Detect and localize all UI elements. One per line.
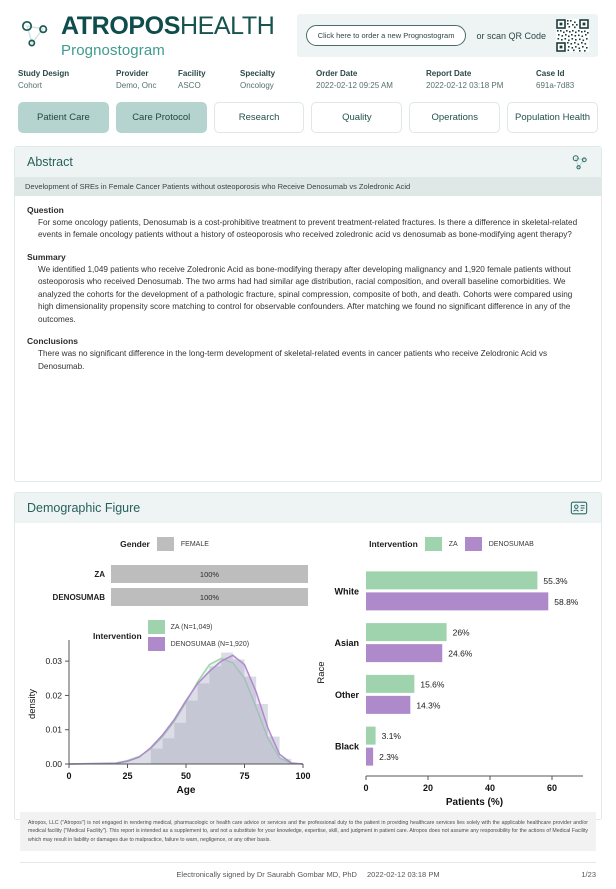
meta-label: Case Id <box>536 69 565 78</box>
meta-value: 691a-7d83 <box>536 81 575 90</box>
brand-subtitle: Prognostogram <box>61 42 165 59</box>
atropos-logo-icon <box>570 153 589 172</box>
demographic-figure-body <box>15 523 601 819</box>
demographic-figure-card <box>14 492 602 820</box>
legend-label-female: FEMALE <box>180 540 209 548</box>
order-new-prognostogram-button[interactable]: Click here to order a new Prognostogram <box>306 25 467 46</box>
demographic-figure-title: Demographic Figure <box>27 501 141 516</box>
meta-label: Order Date <box>316 69 358 78</box>
svg-text:14.3%: 14.3% <box>416 700 441 711</box>
gender-row-za <box>43 565 308 583</box>
meta-value: Oncology <box>240 81 274 90</box>
section-heading: Question <box>27 205 64 215</box>
gender-category-label: ZA <box>94 569 105 579</box>
abstract-card <box>14 146 602 482</box>
meta-label: Provider <box>116 69 149 78</box>
meta-label: Study Design <box>18 69 70 78</box>
svg-text:25: 25 <box>122 771 133 782</box>
section-text: For some oncology patients, Denosumab is a cost-prohibitive treatment to prevent treatment-related fractures. Is there a difference in skeletal-related events in female oncology patients without a history of osteoporosis who received zoledronic acid vs denosumab as bone-modifying agent therapy? <box>38 218 578 240</box>
svg-text:75: 75 <box>239 771 250 782</box>
meta-value: Demo, Onc <box>116 81 157 90</box>
legend-swatch-za <box>425 537 442 551</box>
page-number: 1/23 <box>581 870 596 879</box>
legend-label-za: ZA (N=1,049) <box>170 623 213 631</box>
qr-code-icon[interactable] <box>556 19 589 52</box>
svg-text:Asian: Asian <box>334 638 359 649</box>
meta-value: 2022-02-12 09:25 AM <box>316 81 393 90</box>
id-card-icon <box>570 499 589 518</box>
meta-study-design <box>18 69 116 90</box>
gender-legend-title: Gender <box>120 539 150 550</box>
svg-text:55.3%: 55.3% <box>543 576 568 587</box>
gender-legend <box>21 533 308 555</box>
density-plot-svg <box>21 632 311 797</box>
legal-disclaimer: Atropos, LLC ("Atropos") is not engaged in rendering medical, pharmacologic or health care advice or services and the professional duty to the patient in providing healthcare services lies solely with the applicable healthcare provider and/or medical facility ("Medical Facility"). This report is intended as a supplement to, and not a substitute for your knowledge, expertise, skill, and judgment in patient care. Atropos does not assume any responsibility for the actions of Medical Facility which may result in liability or damages due to malpractice, failure to warn, negligence, or any other basis. <box>20 812 596 851</box>
gender-category-label: DENOSUMAB <box>52 592 105 602</box>
legend-swatch-denosumab <box>465 537 482 551</box>
abstract-section-summary <box>27 252 589 326</box>
svg-text:0: 0 <box>363 783 369 794</box>
legend-label-denosumab: DENOSUMAB <box>488 540 534 548</box>
svg-text:Race: Race <box>316 661 327 684</box>
brand-name-bold: ATROPOS <box>61 12 180 40</box>
gender-bar-chart <box>21 565 308 606</box>
tab-patient-care[interactable]: Patient Care <box>18 102 109 133</box>
legend-swatch-za <box>148 620 165 634</box>
density-legend-entry-denosumab <box>148 637 249 651</box>
section-heading: Conclusions <box>27 336 79 347</box>
page-footer <box>20 862 596 879</box>
svg-text:20: 20 <box>422 783 434 794</box>
race-bar-chart-svg <box>308 561 602 811</box>
abstract-header <box>15 147 601 177</box>
legend-label-za: ZA <box>448 540 458 548</box>
density-legend-entry-za <box>148 620 249 634</box>
svg-text:24.6%: 24.6% <box>448 648 473 659</box>
brand-name-light: HEALTH <box>179 12 275 40</box>
meta-value: ASCO <box>178 81 201 90</box>
tab-operations[interactable]: Operations <box>409 102 500 133</box>
svg-text:Age: Age <box>176 785 196 797</box>
abstract-body <box>15 196 601 481</box>
svg-text:White: White <box>334 586 359 597</box>
section-text: There was no significant difference in the long-term development of skeletal-related events in cancer patients who receive Zelodronic Acid vs Denosumab. <box>38 349 548 371</box>
legend-swatch-female <box>157 537 174 551</box>
svg-text:3.1%: 3.1% <box>381 731 401 742</box>
left-figure-column <box>21 533 311 811</box>
meta-facility <box>178 69 240 90</box>
svg-text:60: 60 <box>546 783 558 794</box>
svg-text:0.03: 0.03 <box>45 656 62 667</box>
svg-text:100: 100 <box>295 771 311 782</box>
meta-label: Specialty <box>240 69 276 78</box>
gender-bar-value: 100% <box>111 588 308 606</box>
age-density-chart <box>21 623 311 797</box>
section-heading: Summary <box>27 251 66 262</box>
meta-order-date <box>316 69 426 90</box>
brand-wordmark <box>61 14 274 39</box>
meta-value: 2022-02-12 03:18 PM <box>426 81 504 90</box>
meta-label: Facility <box>178 69 206 78</box>
tab-care-protocol[interactable]: Care Protocol <box>116 102 207 133</box>
signature-date: 2022-02-12 03:18 PM <box>367 870 440 879</box>
svg-text:density: density <box>27 689 38 720</box>
meta-specialty <box>240 69 316 90</box>
legend-swatch-denosumab <box>148 637 165 651</box>
svg-text:0.01: 0.01 <box>45 724 62 735</box>
signature-text: Electronically signed by Dr Saurabh Gombar MD, PhD <box>176 870 357 879</box>
tab-research[interactable]: Research <box>214 102 305 133</box>
report-metadata <box>0 59 616 90</box>
race-legend-title: Intervention <box>369 539 418 550</box>
right-figure-column <box>308 533 595 811</box>
svg-text:0: 0 <box>66 771 72 782</box>
brand-logo <box>18 14 274 59</box>
order-prognostogram-box <box>297 14 598 57</box>
gender-bar-value: 100% <box>111 565 308 583</box>
section-text: We identified 1,049 patients who receive Zoledronic Acid as bone-modifying therapy after developing malignancy and 1,920 female patients without osteoporosis who received Denosumab. The two arms had had similar age distribution, racial composition, and overall baseline comorbidities. We analyzed the cohorts for the development of a pathologic fracture, spinal compression, composite of both, and death. Cohorts were compared using high dimensionality propensity score matching to control for observable confounders. After matching we found no significant difference in any of the outcomes. <box>38 264 573 324</box>
abstract-title: Abstract <box>27 155 73 169</box>
svg-text:26%: 26% <box>452 627 470 638</box>
abstract-section-conclusions <box>27 336 589 373</box>
scan-qr-text: or scan QR Code <box>476 30 546 41</box>
tab-population-health[interactable]: Population Health <box>507 102 598 133</box>
tab-quality[interactable]: Quality <box>311 102 402 133</box>
density-legend-title: Intervention <box>93 630 142 641</box>
meta-provider <box>116 69 178 90</box>
svg-text:15.6%: 15.6% <box>420 679 445 690</box>
svg-text:Other: Other <box>334 690 359 701</box>
meta-label: Report Date <box>426 69 472 78</box>
svg-text:Black: Black <box>334 741 359 752</box>
svg-text:2.3%: 2.3% <box>379 752 399 763</box>
race-legend <box>308 533 595 555</box>
meta-value: Cohort <box>18 81 43 90</box>
svg-text:50: 50 <box>180 771 192 782</box>
svg-text:40: 40 <box>484 783 496 794</box>
meta-report-date <box>426 69 536 90</box>
meta-case-id <box>536 69 574 90</box>
demographic-figure-header <box>15 493 601 523</box>
page-header <box>0 0 616 59</box>
abstract-section-question <box>27 205 589 242</box>
svg-text:Patients (%): Patients (%) <box>445 797 504 809</box>
gender-row-denosumab <box>43 588 308 606</box>
svg-text:0.00: 0.00 <box>45 759 62 770</box>
density-legend <box>93 620 249 651</box>
svg-text:0.02: 0.02 <box>45 690 62 701</box>
category-tabs <box>0 90 616 133</box>
study-title: Development of SREs in Female Cancer Patients without osteoporosis who Receive Denosumab vs Zoledronic Acid <box>15 177 601 196</box>
atropos-triangle-nodes-logo-icon <box>18 17 52 51</box>
electronic-signature <box>176 870 439 879</box>
svg-text:58.8%: 58.8% <box>554 597 579 608</box>
legend-label-denosumab: DENOSUMAB (N=1,920) <box>170 640 250 648</box>
